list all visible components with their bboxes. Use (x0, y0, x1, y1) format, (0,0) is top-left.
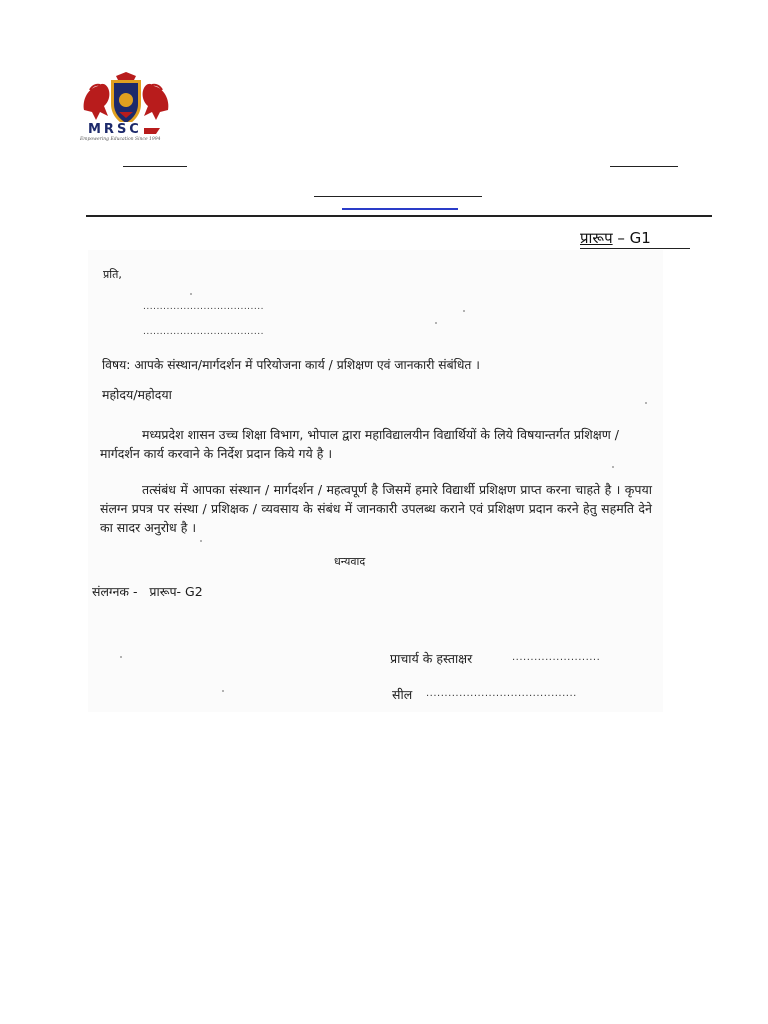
paragraph-2: तत्संबंध में आपका संस्थान / मार्गदर्शन / महत्वपूर्ण है जिसमें हमारे विद्यार्थी प्रशिक्षण प्राप्त करना चाहते है । कृपया संलग्न प्रपत्र पर संस्था / प्रशिक्षक / व्यवसाय के संबंध में जानकारी उपलब्ध कराने एवं प्रशिक्षण प्रदान करने हेतु सहमति देने का सादर अनुरोध है । (100, 482, 652, 535)
salutation: महोदय/महोदया (102, 387, 172, 402)
address-line-1: .................................... (143, 302, 264, 312)
header-divider (86, 215, 712, 217)
to-label: प्रति, (103, 268, 122, 281)
seal-label: सील (392, 687, 413, 702)
seal-dots: ......................................... (426, 688, 577, 699)
enclosure-line: संलग्नक - प्रारूप- G2 (92, 584, 203, 599)
form-code-heading (580, 228, 651, 248)
header-left-short-line (123, 166, 187, 167)
scan-speck (645, 402, 647, 404)
principal-signature-label: प्राचार्य के हस्ताक्षर (390, 651, 473, 666)
form-code-label: प्रारूप (580, 229, 613, 247)
paragraph-1: मध्यप्रदेश शासन उच्च शिक्षा विभाग, भोपाल द्वारा महाविद्यालयीन विद्यार्थियों के लिये विषयान्तर्गत प्रशिक्षण / मार्गदर्शन कार्य करवाने के निर्देश प्रदान किये गये है । (100, 427, 619, 461)
thanks-line: धन्यवाद (334, 555, 366, 568)
logo-tagline: Empowering Education Since 1994 (80, 137, 161, 142)
form-code-dash: – (617, 229, 625, 247)
header-center-line (314, 196, 482, 197)
address-line-2: .................................... (143, 327, 264, 337)
scan-speck (200, 540, 202, 542)
scan-speck (612, 466, 614, 468)
scan-speck (120, 656, 122, 658)
principal-signature-dots: ........................ (512, 652, 601, 663)
scan-speck (190, 293, 192, 295)
form-code-underline (580, 248, 690, 249)
logo-wordmark: MRSC (88, 122, 142, 137)
form-code-value: G1 (629, 229, 651, 247)
header-link-underline[interactable] (342, 208, 458, 210)
scan-speck (435, 322, 437, 324)
subject-line: विषय: आपके संस्थान/मार्गदर्शन में परियोजना कार्य / प्रशिक्षण एवं जानकारी संबंधित । (102, 358, 480, 372)
scan-speck (222, 690, 224, 692)
scan-speck (463, 310, 465, 312)
header-right-short-line (610, 166, 678, 167)
